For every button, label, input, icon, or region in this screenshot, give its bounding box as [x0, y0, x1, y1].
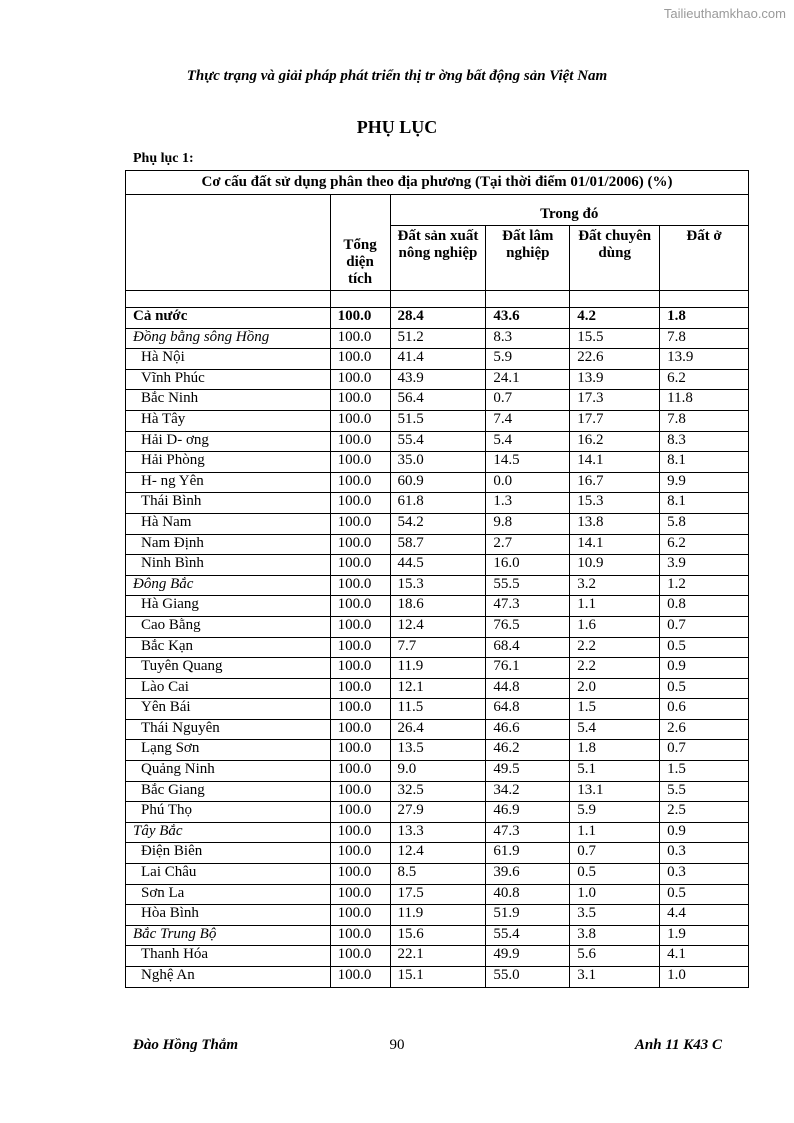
- group-header: Trong đó: [390, 195, 748, 226]
- row-value: 2.2: [570, 637, 660, 658]
- row-value: 11.9: [390, 905, 486, 926]
- row-value: 0.8: [660, 596, 749, 617]
- row-value: 49.9: [486, 946, 570, 967]
- row-value: 43.6: [486, 308, 570, 329]
- row-name: Bắc Trung Bộ: [126, 925, 331, 946]
- row-value: 0.6: [660, 699, 749, 720]
- row-value: 47.3: [486, 596, 570, 617]
- row-value: 0.5: [660, 678, 749, 699]
- row-value: 100.0: [330, 925, 390, 946]
- row-value: 27.9: [390, 802, 486, 823]
- row-value: 100.0: [330, 472, 390, 493]
- row-value: 2.2: [570, 658, 660, 679]
- row-value: 9.0: [390, 761, 486, 782]
- row-value: 13.1: [570, 781, 660, 802]
- row-name: Đông Bắc: [126, 575, 331, 596]
- row-value: 9.8: [486, 513, 570, 534]
- row-value: 6.2: [660, 369, 749, 390]
- row-value: 17.7: [570, 410, 660, 431]
- row-value: 3.8: [570, 925, 660, 946]
- row-value: 0.3: [660, 843, 749, 864]
- row-value: 100.0: [330, 678, 390, 699]
- row-value: 4.2: [570, 308, 660, 329]
- row-value: 0.7: [660, 740, 749, 761]
- row-value: 1.1: [570, 596, 660, 617]
- watermark: Tailieuthamkhao.com: [663, 6, 786, 21]
- row-value: 11.9: [390, 658, 486, 679]
- row-value: 100.0: [330, 513, 390, 534]
- row-value: 100.0: [330, 616, 390, 637]
- footer-page-number: 90: [389, 1037, 405, 1053]
- row-value: 13.3: [390, 822, 486, 843]
- row-value: 100.0: [330, 308, 390, 329]
- row-value: 5.9: [570, 802, 660, 823]
- row-value: 14.5: [486, 452, 570, 473]
- row-value: 1.2: [660, 575, 749, 596]
- table-row: [126, 967, 749, 988]
- row-name: Cao Bằng: [126, 616, 331, 637]
- row-value: 0.5: [570, 864, 660, 885]
- col-header-total: Tổng diện tích: [330, 195, 390, 291]
- row-value: 16.0: [486, 555, 570, 576]
- blank-cell: [660, 291, 749, 308]
- row-value: 28.4: [390, 308, 486, 329]
- page-title: PHỤ LỤC: [356, 117, 438, 137]
- row-name: Quảng Ninh: [126, 761, 331, 782]
- row-value: 61.8: [390, 493, 486, 514]
- row-value: 5.9: [486, 349, 570, 370]
- row-value: 0.5: [660, 637, 749, 658]
- row-value: 15.3: [570, 493, 660, 514]
- row-value: 1.0: [660, 967, 749, 988]
- row-value: 8.1: [660, 452, 749, 473]
- row-value: 100.0: [330, 369, 390, 390]
- row-value: 55.0: [486, 967, 570, 988]
- row-value: 39.6: [486, 864, 570, 885]
- row-value: 44.5: [390, 555, 486, 576]
- row-value: 12.4: [390, 616, 486, 637]
- row-name: Thanh Hóa: [126, 946, 331, 967]
- row-value: 68.4: [486, 637, 570, 658]
- row-value: 100.0: [330, 843, 390, 864]
- table-row: [126, 390, 749, 411]
- row-value: 10.9: [570, 555, 660, 576]
- row-value: 100.0: [330, 575, 390, 596]
- row-value: 100.0: [330, 328, 390, 349]
- row-value: 55.4: [390, 431, 486, 452]
- table-row: [126, 431, 749, 452]
- row-value: 100.0: [330, 864, 390, 885]
- table-row: [126, 555, 749, 576]
- row-value: 0.9: [660, 822, 749, 843]
- table-row: [126, 493, 749, 514]
- col-header-special: Đất chuyên dùng: [570, 226, 660, 291]
- row-value: 13.9: [570, 369, 660, 390]
- row-name: Thái Bình: [126, 493, 331, 514]
- row-value: 6.2: [660, 534, 749, 555]
- row-value: 40.8: [486, 884, 570, 905]
- row-value: 11.8: [660, 390, 749, 411]
- row-name: Thái Nguyên: [126, 719, 331, 740]
- row-value: 8.5: [390, 864, 486, 885]
- table-row: [126, 575, 749, 596]
- row-value: 22.6: [570, 349, 660, 370]
- row-value: 100.0: [330, 884, 390, 905]
- row-value: 1.3: [486, 493, 570, 514]
- row-value: 100.0: [330, 410, 390, 431]
- table-row: [126, 369, 749, 390]
- table-row: [126, 822, 749, 843]
- table-row: [126, 781, 749, 802]
- row-value: 1.5: [570, 699, 660, 720]
- row-value: 100.0: [330, 761, 390, 782]
- row-value: 11.5: [390, 699, 486, 720]
- row-value: 2.6: [660, 719, 749, 740]
- row-value: 3.9: [660, 555, 749, 576]
- row-value: 43.9: [390, 369, 486, 390]
- row-value: 0.7: [570, 843, 660, 864]
- row-value: 1.5: [660, 761, 749, 782]
- row-value: 76.1: [486, 658, 570, 679]
- row-value: 5.6: [570, 946, 660, 967]
- row-name: Hà Nội: [126, 349, 331, 370]
- row-name: Hà Tây: [126, 410, 331, 431]
- row-value: 18.6: [390, 596, 486, 617]
- row-value: 1.9: [660, 925, 749, 946]
- row-value: 3.1: [570, 967, 660, 988]
- row-value: 60.9: [390, 472, 486, 493]
- row-name: Hải Phòng: [126, 452, 331, 473]
- row-value: 14.1: [570, 534, 660, 555]
- row-value: 1.0: [570, 884, 660, 905]
- row-name: Đồng bằng sông Hồng: [126, 328, 331, 349]
- row-value: 2.5: [660, 802, 749, 823]
- row-value: 8.1: [660, 493, 749, 514]
- row-name: Phú Thọ: [126, 802, 331, 823]
- table-row: [126, 637, 749, 658]
- row-value: 100.0: [330, 493, 390, 514]
- row-value: 4.4: [660, 905, 749, 926]
- footer-author: Đào Hồng Thắm: [133, 1037, 239, 1053]
- row-name: Ninh Bình: [126, 555, 331, 576]
- row-value: 1.8: [660, 308, 749, 329]
- row-value: 100.0: [330, 452, 390, 473]
- table-row: [126, 410, 749, 431]
- row-value: 41.4: [390, 349, 486, 370]
- row-name: Tuyên Quang: [126, 658, 331, 679]
- row-value: 0.3: [660, 864, 749, 885]
- row-value: 51.5: [390, 410, 486, 431]
- row-value: 46.2: [486, 740, 570, 761]
- row-value: 100.0: [330, 596, 390, 617]
- table-row: [126, 349, 749, 370]
- row-value: 100.0: [330, 905, 390, 926]
- row-value: 3.5: [570, 905, 660, 926]
- row-name: Bắc Kạn: [126, 637, 331, 658]
- row-value: 64.8: [486, 699, 570, 720]
- table-row: [126, 452, 749, 473]
- col-header-agri: Đất sản xuất nông nghiệp: [390, 226, 486, 291]
- row-value: 16.2: [570, 431, 660, 452]
- row-value: 44.8: [486, 678, 570, 699]
- row-value: 49.5: [486, 761, 570, 782]
- row-value: 5.8: [660, 513, 749, 534]
- row-value: 2.7: [486, 534, 570, 555]
- row-value: 100.0: [330, 740, 390, 761]
- row-value: 12.4: [390, 843, 486, 864]
- row-value: 100.0: [330, 658, 390, 679]
- appendix-label: Phụ lục 1:: [133, 151, 194, 166]
- row-value: 13.9: [660, 349, 749, 370]
- row-value: 7.4: [486, 410, 570, 431]
- row-name: Hòa Bình: [126, 905, 331, 926]
- row-name: Lào Cai: [126, 678, 331, 699]
- row-name: Nghệ An: [126, 967, 331, 988]
- row-value: 9.9: [660, 472, 749, 493]
- row-value: 58.7: [390, 534, 486, 555]
- table-row: [126, 761, 749, 782]
- row-value: 100.0: [330, 822, 390, 843]
- row-value: 12.1: [390, 678, 486, 699]
- document-header: Thực trạng và giải pháp phát triển thị tr ờng bất động sản Việt Nam: [186, 68, 608, 84]
- row-value: 34.2: [486, 781, 570, 802]
- row-name: Vĩnh Phúc: [126, 369, 331, 390]
- row-value: 100.0: [330, 719, 390, 740]
- row-value: 100.0: [330, 967, 390, 988]
- header-blank-cell: [126, 195, 331, 291]
- table-row: [126, 905, 749, 926]
- row-value: 61.9: [486, 843, 570, 864]
- col-header-residential: Đất ở: [660, 226, 749, 291]
- row-value: 8.3: [660, 431, 749, 452]
- table-row: [126, 864, 749, 885]
- table-row: [126, 658, 749, 679]
- table-row: [126, 513, 749, 534]
- table-row: [126, 596, 749, 617]
- row-name: Hải D- ơng: [126, 431, 331, 452]
- row-value: 13.8: [570, 513, 660, 534]
- row-name: Nam Định: [126, 534, 331, 555]
- row-value: 15.3: [390, 575, 486, 596]
- row-value: 15.5: [570, 328, 660, 349]
- row-value: 100.0: [330, 946, 390, 967]
- table-row: [126, 616, 749, 637]
- row-name: Hà Nam: [126, 513, 331, 534]
- row-name: Hà Giang: [126, 596, 331, 617]
- row-value: 22.1: [390, 946, 486, 967]
- table-row: [126, 328, 749, 349]
- row-value: 24.1: [486, 369, 570, 390]
- row-value: 1.6: [570, 616, 660, 637]
- row-value: 0.0: [486, 472, 570, 493]
- row-name: Tây Bắc: [126, 822, 331, 843]
- row-value: 7.8: [660, 328, 749, 349]
- row-value: 17.3: [570, 390, 660, 411]
- row-value: 0.7: [660, 616, 749, 637]
- blank-cell: [486, 291, 570, 308]
- row-value: 51.2: [390, 328, 486, 349]
- row-value: 100.0: [330, 802, 390, 823]
- row-value: 15.1: [390, 967, 486, 988]
- row-value: 46.6: [486, 719, 570, 740]
- row-value: 14.1: [570, 452, 660, 473]
- table-caption: Cơ cấu đất sử dụng phân theo địa phương (Tại thời điểm 01/01/2006) (%): [126, 171, 749, 195]
- row-value: 7.7: [390, 637, 486, 658]
- table-row: [126, 308, 749, 329]
- row-value: 26.4: [390, 719, 486, 740]
- table-row: [126, 884, 749, 905]
- row-value: 17.5: [390, 884, 486, 905]
- row-name: Lạng Sơn: [126, 740, 331, 761]
- blank-cell: [570, 291, 660, 308]
- table-row: [126, 678, 749, 699]
- row-name: Điện Biên: [126, 843, 331, 864]
- row-value: 5.4: [486, 431, 570, 452]
- row-value: 8.3: [486, 328, 570, 349]
- table-row: [126, 843, 749, 864]
- table-row: [126, 472, 749, 493]
- row-value: 0.9: [660, 658, 749, 679]
- row-value: 46.9: [486, 802, 570, 823]
- row-value: 100.0: [330, 390, 390, 411]
- row-name: Lai Châu: [126, 864, 331, 885]
- row-value: 0.7: [486, 390, 570, 411]
- row-value: 5.4: [570, 719, 660, 740]
- row-value: 54.2: [390, 513, 486, 534]
- row-name: Bắc Ninh: [126, 390, 331, 411]
- row-value: 32.5: [390, 781, 486, 802]
- row-value: 55.5: [486, 575, 570, 596]
- row-name: H- ng Yên: [126, 472, 331, 493]
- row-value: 3.2: [570, 575, 660, 596]
- table-row: [126, 740, 749, 761]
- row-value: 16.7: [570, 472, 660, 493]
- blank-cell: [390, 291, 486, 308]
- row-name: Sơn La: [126, 884, 331, 905]
- row-value: 100.0: [330, 555, 390, 576]
- row-value: 100.0: [330, 637, 390, 658]
- row-value: 1.1: [570, 822, 660, 843]
- col-header-forest: Đất lâm nghiệp: [486, 226, 570, 291]
- row-value: 56.4: [390, 390, 486, 411]
- row-value: 100.0: [330, 699, 390, 720]
- row-name: Yên Bái: [126, 699, 331, 720]
- row-value: 100.0: [330, 534, 390, 555]
- row-value: 5.5: [660, 781, 749, 802]
- blank-cell: [330, 291, 390, 308]
- table-row: [126, 802, 749, 823]
- row-value: 100.0: [330, 781, 390, 802]
- table-row: [126, 946, 749, 967]
- row-value: 0.5: [660, 884, 749, 905]
- row-value: 35.0: [390, 452, 486, 473]
- row-name: Bắc Giang: [126, 781, 331, 802]
- row-value: 76.5: [486, 616, 570, 637]
- row-value: 2.0: [570, 678, 660, 699]
- row-value: 15.6: [390, 925, 486, 946]
- row-name: Cả nước: [126, 308, 331, 329]
- table-row: [126, 925, 749, 946]
- row-value: 47.3: [486, 822, 570, 843]
- table-row: [126, 534, 749, 555]
- table-row: [126, 719, 749, 740]
- row-value: 5.1: [570, 761, 660, 782]
- row-value: 4.1: [660, 946, 749, 967]
- row-value: 13.5: [390, 740, 486, 761]
- row-value: 100.0: [330, 431, 390, 452]
- row-value: 7.8: [660, 410, 749, 431]
- row-value: 51.9: [486, 905, 570, 926]
- row-value: 100.0: [330, 349, 390, 370]
- land-use-table: [125, 170, 749, 988]
- table-row: [126, 699, 749, 720]
- blank-cell: [126, 291, 331, 308]
- row-value: 1.8: [570, 740, 660, 761]
- footer-class: Anh 11 K43 C: [634, 1037, 722, 1053]
- row-value: 55.4: [486, 925, 570, 946]
